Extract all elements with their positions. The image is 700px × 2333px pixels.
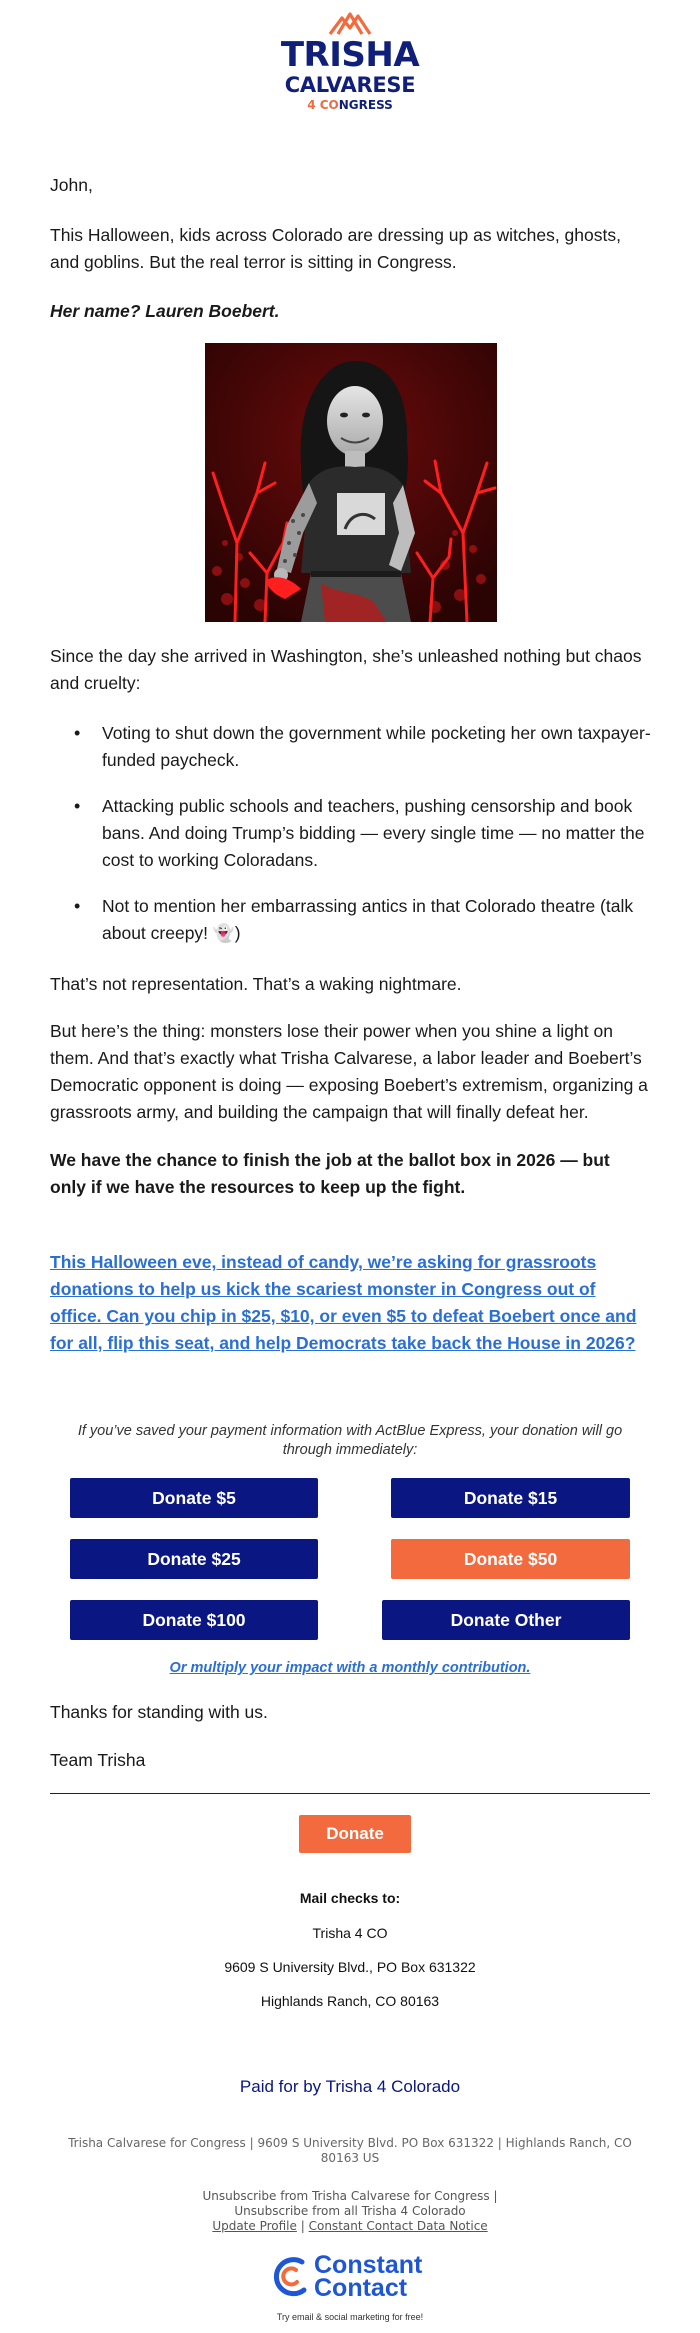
thanks-line: Thanks for standing with us. <box>50 1702 268 1722</box>
logo-last-name: CALVARESE <box>284 73 416 97</box>
signature: Team Trisha <box>50 1750 146 1770</box>
donate-ask-link[interactable]: This Halloween eve, instead of candy, we’re asking for grassroots donations to help us kick the scariest monster in Congress out of office. Can you chip in $25, $10, or even $5 to defeat Boebert once and for all, flip this seat, and help Democrats take back the House in 2026? <box>50 1252 637 1353</box>
actblue-express-note: If you’ve saved your payment information with ActBlue Express, your donation will go through immediately: <box>77 1423 623 1458</box>
wordmark-line2: Contact <box>314 2274 408 2302</box>
wordmark-line1: Constant <box>314 2251 423 2279</box>
list-item: • Attacking public schools and teachers, pushing censorship and book bans. And doing Trump’s bidding — every single time — no matter the cost to working Coloradans. <box>72 793 672 874</box>
divider <box>50 1793 650 1794</box>
donate-25-button[interactable]: Donate $25 <box>70 1539 318 1579</box>
mail-checks-heading: Mail checks to: <box>299 1890 401 1906</box>
footer-donate-button[interactable]: Donate <box>299 1815 411 1853</box>
paragraph-monsters: But here’s the thing: monsters lose their power when you shine a light on them. And that’s exactly what Trisha Calvarese, a labor leader and Boebert’s Democratic opponent is doing — exposing Boebert’s extremism, organizing a grassroots army, and building the campaign that will finally defeat her. <box>50 1021 648 1122</box>
paragraph-nightmare: That’s not representation. That’s a waking nightmare. <box>50 974 462 994</box>
paragraph-intro: This Halloween, kids across Colorado are dressing up as witches, ghosts, and goblins. But the real terror is sitting in Congress. <box>50 225 621 272</box>
paragraph-name-reveal: Her name? Lauren Boebert. <box>50 301 280 321</box>
list-item: • Not to mention her embarrassing antics in that Colorado theatre (talk about creepy! 👻) <box>72 893 672 947</box>
donate-other-button[interactable]: Donate Other <box>382 1600 630 1640</box>
list-item: • Voting to shut down the government while pocketing her own taxpayer-funded paycheck. <box>72 720 672 774</box>
constant-contact-tagline: Try email & social marketing for free! <box>276 2312 424 2322</box>
profile-links <box>0 2219 700 2234</box>
donate-100-button[interactable]: Donate $100 <box>70 1600 318 1640</box>
mail-street: 9609 S University Blvd., PO Box 631322 <box>224 1959 476 1975</box>
constant-contact-badge[interactable] <box>0 2252 700 2322</box>
mountain-roof-icon <box>328 10 372 36</box>
update-profile-link[interactable]: Update Profile <box>212 2219 297 2233</box>
org-address: Trisha Calvarese for Congress | 9609 S University Blvd. PO Box 631322 | Highlands Ranch, CO 80163 US <box>68 2136 632 2165</box>
paid-for-disclaimer: Paid for by Trisha 4 Colorado <box>239 2077 461 2096</box>
logo-tagline-rest: NGRESS <box>338 98 393 112</box>
greeting: John, <box>50 175 93 195</box>
donate-5-button[interactable]: Donate $5 <box>70 1478 318 1518</box>
accusation-list <box>50 720 672 966</box>
paragraph-ballot-box: We have the chance to finish the job at the ballot box in 2026 — but only if we have the resources to keep up the fight. <box>50 1150 610 1197</box>
donate-15-button[interactable]: Donate $15 <box>391 1478 630 1518</box>
mail-city: Highlands Ranch, CO 80163 <box>260 1993 440 2009</box>
data-notice-link[interactable]: Constant Contact Data Notice <box>308 2219 488 2233</box>
mail-recipient: Trisha 4 CO <box>312 1925 388 1941</box>
paragraph-chaos: Since the day she arrived in Washington, she’s unleashed nothing but chaos and cruelty: <box>50 646 642 693</box>
monthly-contribution-link[interactable]: Or multiply your impact with a monthly contribution. <box>169 1660 531 1676</box>
campaign-logo <box>0 10 700 118</box>
boebert-photo <box>205 343 497 622</box>
constant-contact-logo-icon <box>268 2252 312 2300</box>
logo-first-name: TRISHA <box>280 35 420 75</box>
logo-tagline <box>0 98 700 112</box>
unsubscribe-org-link[interactable]: Unsubscribe from Trisha Calvarese for Congress | <box>202 2189 498 2203</box>
logo-tagline-accent: 4 CO <box>307 98 339 112</box>
link-separator: | <box>300 2219 305 2233</box>
halloween-portrait-illustration <box>205 343 497 622</box>
constant-contact-wordmark <box>314 2251 423 2302</box>
unsubscribe-all-link[interactable]: Unsubscribe from all Trisha 4 Colorado <box>234 2204 466 2218</box>
donate-50-button[interactable]: Donate $50 <box>391 1539 630 1579</box>
